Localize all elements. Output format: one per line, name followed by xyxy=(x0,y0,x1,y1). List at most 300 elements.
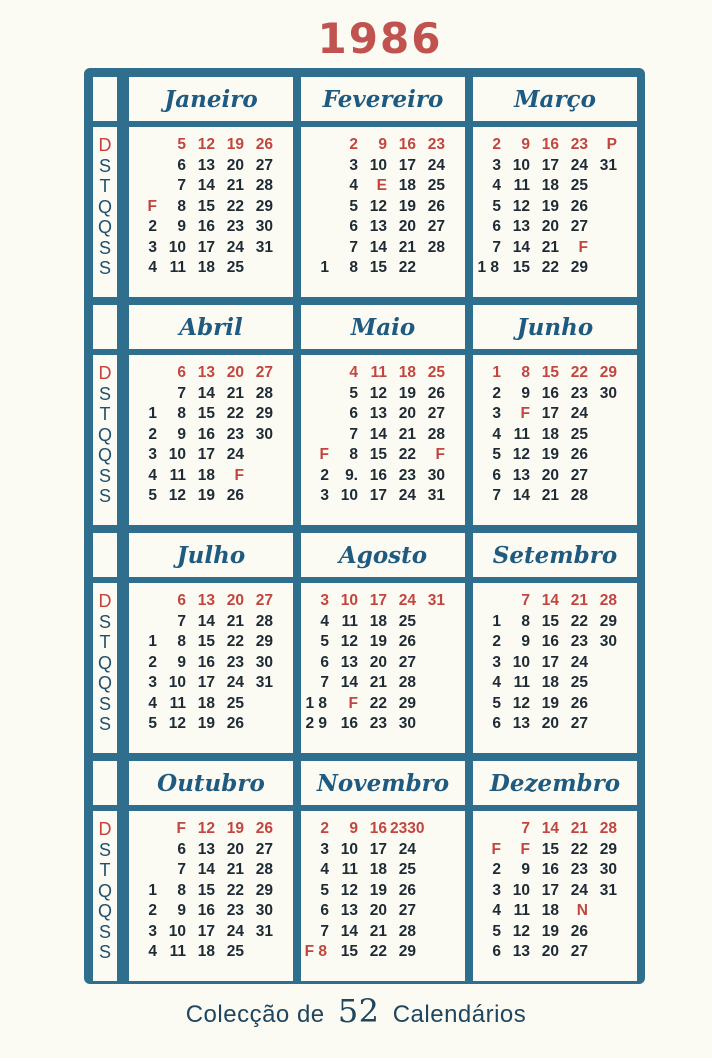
week-row xyxy=(129,819,293,840)
day-cell: 31 xyxy=(255,674,273,691)
day-cell: 26 xyxy=(226,487,244,504)
day-cell: 13 xyxy=(512,715,530,732)
month-days xyxy=(301,583,465,753)
day-cell: 28 xyxy=(398,674,416,691)
months-grid xyxy=(125,73,641,979)
week-row xyxy=(129,445,293,466)
day-cell: 9 xyxy=(378,136,387,153)
day-cell: 16 xyxy=(541,384,559,402)
day-cell: 14 xyxy=(197,177,215,194)
day-cell: 31 xyxy=(255,238,273,256)
day-cell: 9 xyxy=(521,384,530,402)
day-cell: 26 xyxy=(226,715,244,732)
week-row xyxy=(473,612,637,633)
day-cell: 3 xyxy=(492,405,501,422)
day-cell: 21 xyxy=(570,592,588,609)
day-cell: 11 xyxy=(169,466,186,484)
day-cell: 11 xyxy=(341,612,358,630)
month-title: Março xyxy=(473,77,637,121)
day-cell: 28 xyxy=(255,177,273,194)
day-cell: 17 xyxy=(197,446,215,463)
day-cell: 11 xyxy=(513,902,530,919)
day-cell: 28 xyxy=(398,922,416,940)
day-cell: 22 xyxy=(541,259,559,276)
month-julho xyxy=(129,533,293,753)
day-cell: 21 xyxy=(226,384,244,402)
day-cell: 15 xyxy=(197,405,215,422)
week-row xyxy=(129,632,293,653)
week-row xyxy=(301,632,465,653)
day-cell: 24 xyxy=(226,238,244,256)
week-row xyxy=(301,135,465,156)
month-dezembro xyxy=(473,761,637,981)
day-cell: 24 xyxy=(398,487,416,504)
day-cell: 25 xyxy=(570,674,588,691)
day-cell: 12 xyxy=(369,384,387,402)
day-cell: 6 xyxy=(177,364,186,381)
day-cell: 4 xyxy=(320,612,329,630)
month-days xyxy=(129,811,293,981)
day-cell: 19 xyxy=(541,197,559,215)
weekday-letter: S xyxy=(98,237,111,258)
day-cell: 16 xyxy=(398,136,416,153)
week-row xyxy=(301,840,465,861)
day-cell: 10 xyxy=(168,922,186,940)
day-cell: 23 xyxy=(570,861,588,878)
day-cell: F xyxy=(520,840,530,858)
day-cell: F xyxy=(491,840,501,858)
day-cell: 15 xyxy=(512,259,530,276)
day-cell: 26 xyxy=(398,881,416,899)
day-cell: 3 xyxy=(320,487,329,504)
day-cell: 9. xyxy=(345,466,358,484)
weekday-letter: D xyxy=(98,819,112,839)
week-row xyxy=(301,922,465,943)
day-cell: 24 xyxy=(226,674,244,691)
week-row xyxy=(301,673,465,694)
day-cell: 25 xyxy=(427,177,445,194)
day-cell: 13 xyxy=(197,156,215,174)
day-cell: 19 xyxy=(541,446,559,463)
week-row xyxy=(129,425,293,446)
day-cell: 13 xyxy=(340,653,358,671)
day-cell: 23 xyxy=(226,425,244,443)
weekday-letter: S xyxy=(98,693,111,714)
day-cell: 3 xyxy=(320,840,329,858)
day-cell: 27 xyxy=(570,943,588,960)
week-row xyxy=(129,135,293,156)
weekday-letter: S xyxy=(98,921,111,942)
day-cell: 21 xyxy=(398,238,416,256)
day-cell: 25 xyxy=(226,259,244,276)
day-cell: 19 xyxy=(226,820,244,837)
week-row xyxy=(473,673,637,694)
day-cell: 26 xyxy=(255,136,273,153)
day-cell: 10 xyxy=(512,881,530,899)
day-cell: 2 9 xyxy=(305,715,327,732)
day-cell: 13 xyxy=(197,592,215,609)
day-cell: 20 xyxy=(226,156,244,174)
day-cell: 23 xyxy=(226,218,244,235)
month-title: Junho xyxy=(473,305,637,349)
day-cell: 18 xyxy=(541,425,559,443)
weekday-header-cell xyxy=(93,305,117,349)
day-cell: 23 xyxy=(398,466,416,484)
day-cell: 22 xyxy=(226,881,244,899)
week-row xyxy=(473,404,637,425)
month-title: Agosto xyxy=(301,533,465,577)
day-cell: 27 xyxy=(255,840,273,858)
day-cell: 22 xyxy=(369,943,387,960)
weekday-letter: T xyxy=(99,176,111,196)
day-cell: 29 xyxy=(255,405,273,422)
day-cell: 18 xyxy=(541,674,559,691)
month-janeiro xyxy=(129,77,293,297)
weekday-letter: Q xyxy=(97,217,112,237)
day-cell: 10 xyxy=(168,446,186,463)
day-cell: 2 xyxy=(148,218,157,235)
day-cell: 6 xyxy=(177,156,186,174)
week-row xyxy=(301,238,465,259)
week-row xyxy=(473,632,637,653)
day-cell: 5 xyxy=(492,694,501,712)
day-cell: 12 xyxy=(197,136,215,153)
day-cell: 12 xyxy=(512,922,530,940)
week-row xyxy=(129,156,293,177)
day-cell: 5 xyxy=(148,487,157,504)
day-cell: 23 xyxy=(570,384,588,402)
day-cell: 12 xyxy=(197,820,215,837)
day-cell: 2330 xyxy=(390,820,425,837)
day-cell: 13 xyxy=(369,405,387,422)
day-cell: 16 xyxy=(369,466,387,484)
weekday-letters xyxy=(93,355,117,525)
day-cell: 17 xyxy=(197,238,215,256)
week-row xyxy=(473,942,637,963)
month-days xyxy=(301,355,465,525)
day-cell: 8 xyxy=(521,612,530,630)
day-cell: 10 xyxy=(168,674,186,691)
day-cell: 26 xyxy=(255,820,273,837)
day-cell: 21 xyxy=(398,425,416,443)
week-row xyxy=(301,901,465,922)
day-cell: 28 xyxy=(570,487,588,504)
week-row xyxy=(301,694,465,715)
month-title: Setembro xyxy=(473,533,637,577)
week-row xyxy=(473,425,637,446)
week-row xyxy=(129,714,293,735)
day-cell: 25 xyxy=(570,425,588,443)
week-row xyxy=(129,486,293,507)
day-cell: 28 xyxy=(599,820,617,837)
day-cell: 20 xyxy=(226,364,244,381)
day-cell: 21 xyxy=(226,612,244,630)
footer-prefix: Colecção de xyxy=(185,1001,325,1028)
week-row xyxy=(473,156,637,177)
day-cell: 11 xyxy=(370,364,387,381)
week-row xyxy=(473,819,637,840)
day-cell: 6 xyxy=(492,715,501,732)
day-cell: 2 xyxy=(492,384,501,402)
day-cell: 5 xyxy=(148,715,157,732)
day-cell: 1 xyxy=(492,612,501,630)
day-cell: 7 xyxy=(492,487,501,504)
day-cell: 22 xyxy=(226,405,244,422)
day-cell: 3 xyxy=(492,881,501,899)
weekday-letter: Q xyxy=(97,196,112,217)
week-row xyxy=(473,922,637,943)
weekday-header-cell xyxy=(93,761,117,805)
day-cell: 3 xyxy=(148,674,157,691)
week-row xyxy=(301,486,465,507)
month-days xyxy=(301,127,465,297)
day-cell: 17 xyxy=(398,156,416,174)
day-cell: 7 xyxy=(521,592,530,609)
day-cell: 20 xyxy=(226,592,244,609)
week-row xyxy=(473,591,637,612)
day-cell: 26 xyxy=(398,633,416,650)
day-cell: 20 xyxy=(541,466,559,484)
day-cell: 16 xyxy=(541,861,559,878)
day-cell: 2 xyxy=(148,425,157,443)
day-cell: 4 xyxy=(492,177,501,194)
weekday-letter: Q xyxy=(97,424,112,445)
week-row xyxy=(301,197,465,218)
day-cell: 1 xyxy=(148,633,157,650)
day-cell: 14 xyxy=(197,384,215,402)
day-cell: 29 xyxy=(398,943,416,960)
day-cell: 10 xyxy=(168,238,186,256)
day-cell: 26 xyxy=(570,197,588,215)
day-cell: E xyxy=(376,177,387,194)
day-cell: 4 xyxy=(148,943,157,960)
day-cell: 24 xyxy=(427,156,445,174)
week-row xyxy=(473,445,637,466)
day-cell: 21 xyxy=(541,238,559,256)
day-cell: 26 xyxy=(570,446,588,463)
weekday-letter: Q xyxy=(97,652,112,673)
day-cell: 18 xyxy=(369,861,387,878)
day-cell: 9 xyxy=(177,653,186,671)
day-cell: 22 xyxy=(226,197,244,215)
day-cell: 11 xyxy=(169,943,186,960)
weekday-letter: T xyxy=(99,404,111,424)
day-cell: 29 xyxy=(599,840,617,858)
day-cell: 15 xyxy=(197,197,215,215)
day-cell: 15 xyxy=(369,259,387,276)
day-cell: 15 xyxy=(541,612,559,630)
day-cell: 31 xyxy=(427,592,445,609)
week-row xyxy=(301,591,465,612)
week-row xyxy=(129,673,293,694)
day-cell: 18 xyxy=(197,943,215,960)
week-row xyxy=(301,714,465,735)
day-cell: 3 xyxy=(349,156,358,174)
day-cell: 18 xyxy=(398,177,416,194)
weekday-letter: D xyxy=(98,135,112,155)
month-title: Dezembro xyxy=(473,761,637,805)
month-title: Abril xyxy=(129,305,293,349)
weekday-letter: T xyxy=(99,860,111,880)
week-row xyxy=(473,840,637,861)
day-cell: 27 xyxy=(427,405,445,422)
day-cell: 20 xyxy=(541,218,559,235)
day-cell: 23 xyxy=(570,136,588,153)
week-row xyxy=(301,425,465,446)
week-row xyxy=(129,840,293,861)
week-row xyxy=(473,217,637,238)
week-row xyxy=(473,258,637,279)
day-cell: 5 xyxy=(492,922,501,940)
day-cell: 25 xyxy=(398,861,416,878)
day-cell: P xyxy=(606,136,617,153)
day-cell: 9 xyxy=(521,861,530,878)
day-cell: 27 xyxy=(427,218,445,235)
month-days xyxy=(473,355,637,525)
day-cell: 11 xyxy=(169,259,186,276)
day-cell: 17 xyxy=(197,922,215,940)
day-cell: 25 xyxy=(570,177,588,194)
day-cell: 5 xyxy=(349,384,358,402)
day-cell: 20 xyxy=(369,902,387,919)
day-cell: 19 xyxy=(398,197,416,215)
day-cell: 15 xyxy=(340,943,358,960)
day-cell: 21 xyxy=(369,674,387,691)
day-cell: 17 xyxy=(197,674,215,691)
day-cell: 7 xyxy=(320,674,329,691)
day-cell: 11 xyxy=(513,177,530,194)
day-cell: 12 xyxy=(168,487,186,504)
day-cell: 5 xyxy=(349,197,358,215)
day-cell: 19 xyxy=(226,136,244,153)
day-cell: 1 xyxy=(148,881,157,899)
day-cell: 31 xyxy=(599,156,617,174)
month-days xyxy=(129,583,293,753)
day-cell: 6 xyxy=(492,466,501,484)
day-cell: 11 xyxy=(513,674,530,691)
weekday-letter: Q xyxy=(97,901,112,921)
week-row xyxy=(301,942,465,963)
day-cell: 4 xyxy=(349,364,358,381)
day-cell: 2 xyxy=(320,466,329,484)
day-cell: 29 xyxy=(599,364,617,381)
day-cell: 25 xyxy=(226,943,244,960)
day-cell: 5 xyxy=(492,446,501,463)
day-cell: 24 xyxy=(398,592,416,609)
day-cell: 13 xyxy=(369,218,387,235)
day-cell: 16 xyxy=(197,425,215,443)
day-cell: 12 xyxy=(168,715,186,732)
day-cell: 14 xyxy=(541,820,559,837)
month-fevereiro xyxy=(301,77,465,297)
day-cell: 2 xyxy=(148,902,157,919)
day-cell: 13 xyxy=(512,218,530,235)
day-cell: 4 xyxy=(148,694,157,712)
day-cell: 15 xyxy=(541,364,559,381)
day-cell: 20 xyxy=(541,943,559,960)
month-marco xyxy=(473,77,637,297)
month-maio xyxy=(301,305,465,525)
day-cell: 9 xyxy=(521,136,530,153)
day-cell: 30 xyxy=(255,902,273,919)
day-cell: 24 xyxy=(226,446,244,463)
day-cell: 24 xyxy=(398,840,416,858)
day-cell: 1 xyxy=(148,405,157,422)
day-cell: 25 xyxy=(427,364,445,381)
day-cell: 4 xyxy=(492,674,501,691)
weekday-letter: Q xyxy=(97,445,112,465)
day-cell: 14 xyxy=(369,238,387,256)
day-cell: 31 xyxy=(599,881,617,899)
weekday-letter: Q xyxy=(97,880,112,901)
day-cell: 9 xyxy=(177,902,186,919)
day-cell: 14 xyxy=(369,425,387,443)
day-cell: 28 xyxy=(427,238,445,256)
day-cell: 12 xyxy=(340,633,358,650)
week-row xyxy=(473,901,637,922)
day-cell: 24 xyxy=(570,156,588,174)
day-cell: 10 xyxy=(512,653,530,671)
week-row xyxy=(129,197,293,218)
month-days xyxy=(129,127,293,297)
day-cell: 30 xyxy=(255,425,273,443)
weekday-letter: S xyxy=(98,611,111,632)
week-row xyxy=(301,612,465,633)
week-row xyxy=(129,176,293,197)
month-days xyxy=(301,811,465,981)
day-cell: 31 xyxy=(255,922,273,940)
day-cell: 20 xyxy=(398,218,416,235)
week-row xyxy=(129,466,293,487)
day-cell: 24 xyxy=(570,405,588,422)
day-cell: N xyxy=(576,902,588,919)
week-row xyxy=(301,384,465,405)
day-cell: 14 xyxy=(340,674,358,691)
day-cell: 22 xyxy=(570,840,588,858)
month-agosto xyxy=(301,533,465,753)
weekday-letter: S xyxy=(98,714,111,734)
day-cell: 19 xyxy=(197,487,215,504)
weekday-letters xyxy=(93,127,117,297)
week-row xyxy=(301,258,465,279)
day-cell: 15 xyxy=(197,633,215,650)
day-cell: 22 xyxy=(226,633,244,650)
week-row xyxy=(301,445,465,466)
footer-suffix: Calendários xyxy=(392,1001,527,1028)
day-cell: 14 xyxy=(197,612,215,630)
day-cell: 25 xyxy=(226,694,244,712)
month-title: Julho xyxy=(129,533,293,577)
day-cell: F xyxy=(234,466,244,484)
month-days xyxy=(473,127,637,297)
day-cell: 21 xyxy=(570,820,588,837)
day-cell: F xyxy=(520,405,530,422)
day-cell: 6 xyxy=(349,218,358,235)
day-cell: 27 xyxy=(398,902,416,919)
day-cell: 14 xyxy=(512,487,530,504)
day-cell: 28 xyxy=(255,861,273,878)
day-cell: 6 xyxy=(492,218,501,235)
day-cell: 21 xyxy=(541,487,559,504)
day-cell: 2 xyxy=(320,820,329,837)
day-cell: 13 xyxy=(197,364,215,381)
week-row xyxy=(301,653,465,674)
day-cell: F xyxy=(348,694,358,712)
day-cell: 23 xyxy=(369,715,387,732)
day-cell: 8 xyxy=(521,364,530,381)
week-row xyxy=(129,591,293,612)
day-cell: F xyxy=(147,197,157,215)
